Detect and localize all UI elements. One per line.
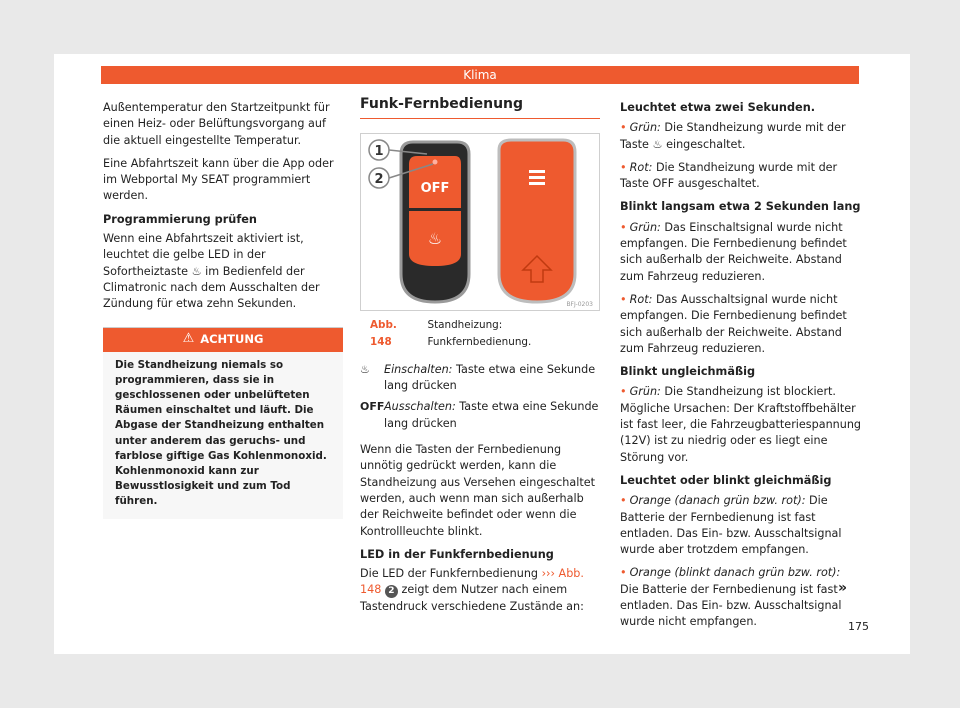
- column-middle: [360, 96, 600, 622]
- bullet-item: • Grün: Die Standheizung wurde mit der Taste ♨ eingeschaltet.: [620, 121, 846, 151]
- caption-number: Abb. 148: [370, 319, 397, 348]
- function-text: Taste etwa eine Sekunde lang drücken: [384, 362, 596, 393]
- warning-box: [103, 327, 343, 519]
- caption-text: Standheizung: Funkfernbedienung.: [427, 319, 532, 348]
- bullet-item: • Orange (danach grün bzw. rot): Die Batterie der Fernbedienung ist fast entladen. Das Ein- bzw. Ausschaltsignal wurde aber trotzdem empfangen.: [620, 494, 842, 557]
- heater-icon: ♨: [427, 229, 443, 249]
- function-row-off: [360, 399, 600, 432]
- paragraph: Außentemperatur den Startzeitpunkt für einen Heiz- oder Belüftungsvorgang auf die aktuell eingestellte Temperatur.: [103, 101, 330, 147]
- paragraph: Wenn die Tasten der Fernbedienung unnötig gedrückt werden, kann die Standheizung aus Versehen eingeschaltet werden, auch wenn man sich außerhalb der Reichweite befindet oder wenn die Kontrollleuchte blinkt.: [360, 443, 596, 538]
- subheading: Blinkt langsam etwa 2 Sekunden lang: [620, 200, 861, 214]
- column-left: [103, 100, 343, 519]
- warning-icon: ⚠: [182, 331, 195, 347]
- page-number: 175: [848, 620, 869, 633]
- paragraph: Wenn eine Abfahrtszeit aktiviert ist, leuchtet die gelbe LED in der Sofortheiztaste ♨ im Bedienfeld der Climatronic nach dem Ausschalten der Zündung für etwa zehn Sekunden.: [103, 232, 320, 311]
- chapter-header: Klima: [101, 66, 859, 84]
- paragraph: Eine Abfahrtszeit kann über die App oder im Webportal My SEAT programmiert werden.: [103, 156, 334, 203]
- warning-title: ACHTUNG: [200, 332, 264, 347]
- paragraph: Die LED der Funkfernbedienung ››› Abb. 148 2 zeigt dem Nutzer nach einem Tastendruck verschiedene Zustände an:: [360, 567, 584, 613]
- bullet-item: • Rot: Das Ausschaltsignal wurde nicht empfangen. Die Fernbedienung befindet sich außerhalb der Reichweite. Abstand zum Fahrzeug reduzieren.: [620, 292, 847, 355]
- bullet-item: • Grün: Die Standheizung ist blockiert. Mögliche Ursachen: Der Kraftstoffbehälter ist fast leer, die Fahrzeugbatteriespannung (12V) ist zu niedrig oder es liegt eine Störung vor.: [620, 385, 862, 464]
- off-button-label: OFF: [420, 181, 450, 197]
- figure-code: BFJ-0203: [566, 301, 593, 309]
- warning-header: [103, 328, 343, 352]
- warning-text: Die Standheizung niemals so programmieren, dass sie in geschlossenen oder unbelüfteten Räumen einschaltet und läuft. Die Abgase der Standheizung enthalten unter anderem das geruchs- und farblose giftige Gas Kohlenmonoxid. Kohlenmonoxid kann zur Bewusstlosigkeit und zum Tod führen.: [115, 358, 327, 508]
- function-label: Ausschalten:: [384, 400, 456, 414]
- subheading: Leuchtet oder blinkt gleichmäßig: [620, 473, 832, 487]
- column-right: [620, 100, 862, 638]
- bullet-item: • Grün: Das Einschaltsignal wurde nicht empfangen. Die Fernbedienung befindet sich außerhalb der Reichweite. Abstand zum Fahrzeug reduzieren.: [620, 220, 847, 283]
- callout-ref: 2: [385, 585, 398, 598]
- function-row-on: [360, 362, 600, 395]
- bullet-item: • Rot: Die Standheizung wurde mit der Taste OFF ausgeschaltet.: [620, 160, 838, 191]
- remote-illustration: [361, 134, 601, 312]
- seat-logo-icon: [529, 170, 545, 185]
- heater-icon: ♨: [360, 362, 370, 376]
- section-title: Funk-Fernbedienung: [360, 96, 600, 119]
- subheading: LED in der Funkfernbedienung: [360, 547, 554, 561]
- cross-reference-link[interactable]: ››› Abb. 148: [360, 567, 584, 597]
- subheading: Leuchtet etwa zwei Sekunden.: [620, 101, 816, 114]
- function-label: Einschalten:: [384, 362, 453, 376]
- callout-2: 2: [374, 172, 384, 188]
- function-text: Taste etwa eine Sekunde lang drücken: [384, 400, 599, 430]
- continue-marker: »: [838, 580, 848, 596]
- figure-caption: [370, 317, 600, 350]
- callout-1: 1: [374, 144, 384, 160]
- bullet-item: • Orange (blinkt danach grün bzw. rot): Die Batterie der Fernbedienung ist fast entladen. Das Ein- bzw. Ausschaltsignal wurde nicht empfangen.: [620, 566, 842, 629]
- subheading: Blinkt ungleichmäßig: [620, 365, 756, 379]
- off-icon: OFF: [360, 400, 385, 414]
- subheading: Programmierung prüfen: [103, 212, 257, 226]
- figure-remote-control: [360, 133, 600, 311]
